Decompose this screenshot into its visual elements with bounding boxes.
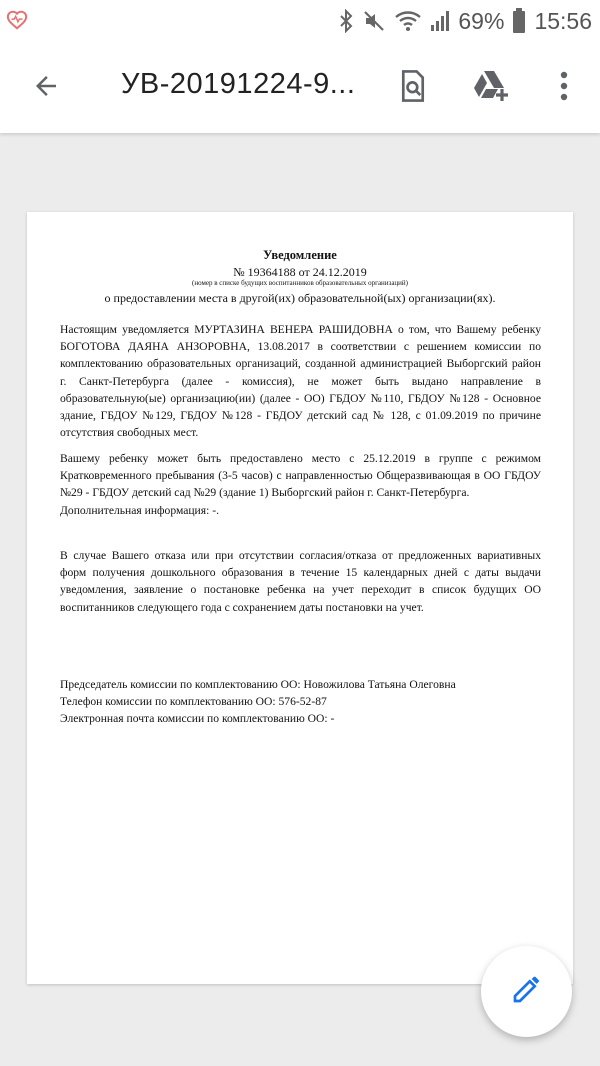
additional-info: Дополнительная информация: -. — [60, 503, 219, 517]
status-bar — [0, 0, 600, 42]
paragraph-offer — [60, 450, 541, 519]
document-subtitle: о предоставлении места в другой(их) образовательной(ых) организации(ях). — [104, 291, 496, 305]
health-heart-icon — [6, 9, 28, 31]
document-page — [27, 212, 573, 984]
document-title: УВ-20191224-9... — [121, 68, 356, 100]
chairman-line: Председатель комиссии по комплектованию ОО: Новожилова Татьяна Олеговна — [60, 678, 456, 691]
document-number-note: (номер в списке будущих воспитанников образовательных организаций) — [192, 279, 408, 287]
find-in-page-button[interactable] — [389, 64, 437, 112]
offer-text: Вашему ребенку может быть предоставлено место с 25.12.2019 в группе с режимом Кратковременного пребывания (3-5 часов) с направленностью Общеразвивающая в ОО ГБДОУ №29 - ГБДОУ детский сад №29 (здание 1) Выборгский район г. Санкт-Петербурга. — [60, 452, 541, 500]
email-line: Электронная почта комиссии по комплектованию ОО: - — [60, 712, 335, 726]
battery-icon — [512, 8, 526, 34]
commission-contacts — [60, 676, 541, 728]
back-button[interactable] — [20, 64, 72, 112]
edit-pencil-icon — [511, 973, 543, 1010]
bluetooth-icon — [338, 9, 354, 33]
add-to-drive-icon — [472, 69, 512, 108]
mute-icon — [362, 9, 386, 33]
app-bar — [0, 42, 600, 133]
edit-fab-button[interactable] — [481, 946, 572, 1037]
find-in-page-icon — [398, 69, 428, 108]
more-vert-icon — [560, 71, 568, 106]
document-heading: Уведомление — [263, 248, 337, 262]
add-to-drive-button[interactable] — [468, 64, 516, 112]
clock: 15:56 — [534, 7, 592, 34]
document-number: № 19364188 от 24.12.2019 — [233, 265, 367, 279]
wifi-icon — [394, 9, 422, 33]
paragraph-refusal: В случае Вашего отказа или при отсутствии согласия/отказа от предложенных вариативных форм получения дошкольного образования в течение 15 календарных дней с даты выдачи уведомления, заявление о постановке ребенка на учет переходит в список будущих ОО воспитанников следующего года с сохранением даты постановки на учет. — [60, 549, 541, 614]
phone-line: Телефон комиссии по комплектованию ОО: 576-52-87 — [60, 695, 327, 709]
paragraph-decision: Настоящим уведомляется МУРТАЗИНА ВЕНЕРА РАШИДОВНА о том, что Вашему ребенку БОГОТОВА ДАЯНА АНЗОРОВНА, 13.08.2017 в соответствии с решением комиссии по комплектованию образовательных организаций, созданной администрацией Выборгский район г. Санкт-Петербурга (далее - комиссия), не может быть выдано направление в образовательную(ые) организацию(ии) (далее - ОО) ГБДОУ №110, ГБДОУ №128 - Основное здание, ГБДОУ №129, ГБДОУ №128 - ГБДОУ детский сад № 128, с 01.09.2019 по причине отсутствия свободных мест. — [60, 323, 541, 440]
back-arrow-icon — [31, 71, 61, 106]
more-options-button[interactable] — [540, 64, 588, 112]
cell-signal-icon — [430, 9, 450, 33]
battery-percent: 69% — [458, 7, 505, 34]
